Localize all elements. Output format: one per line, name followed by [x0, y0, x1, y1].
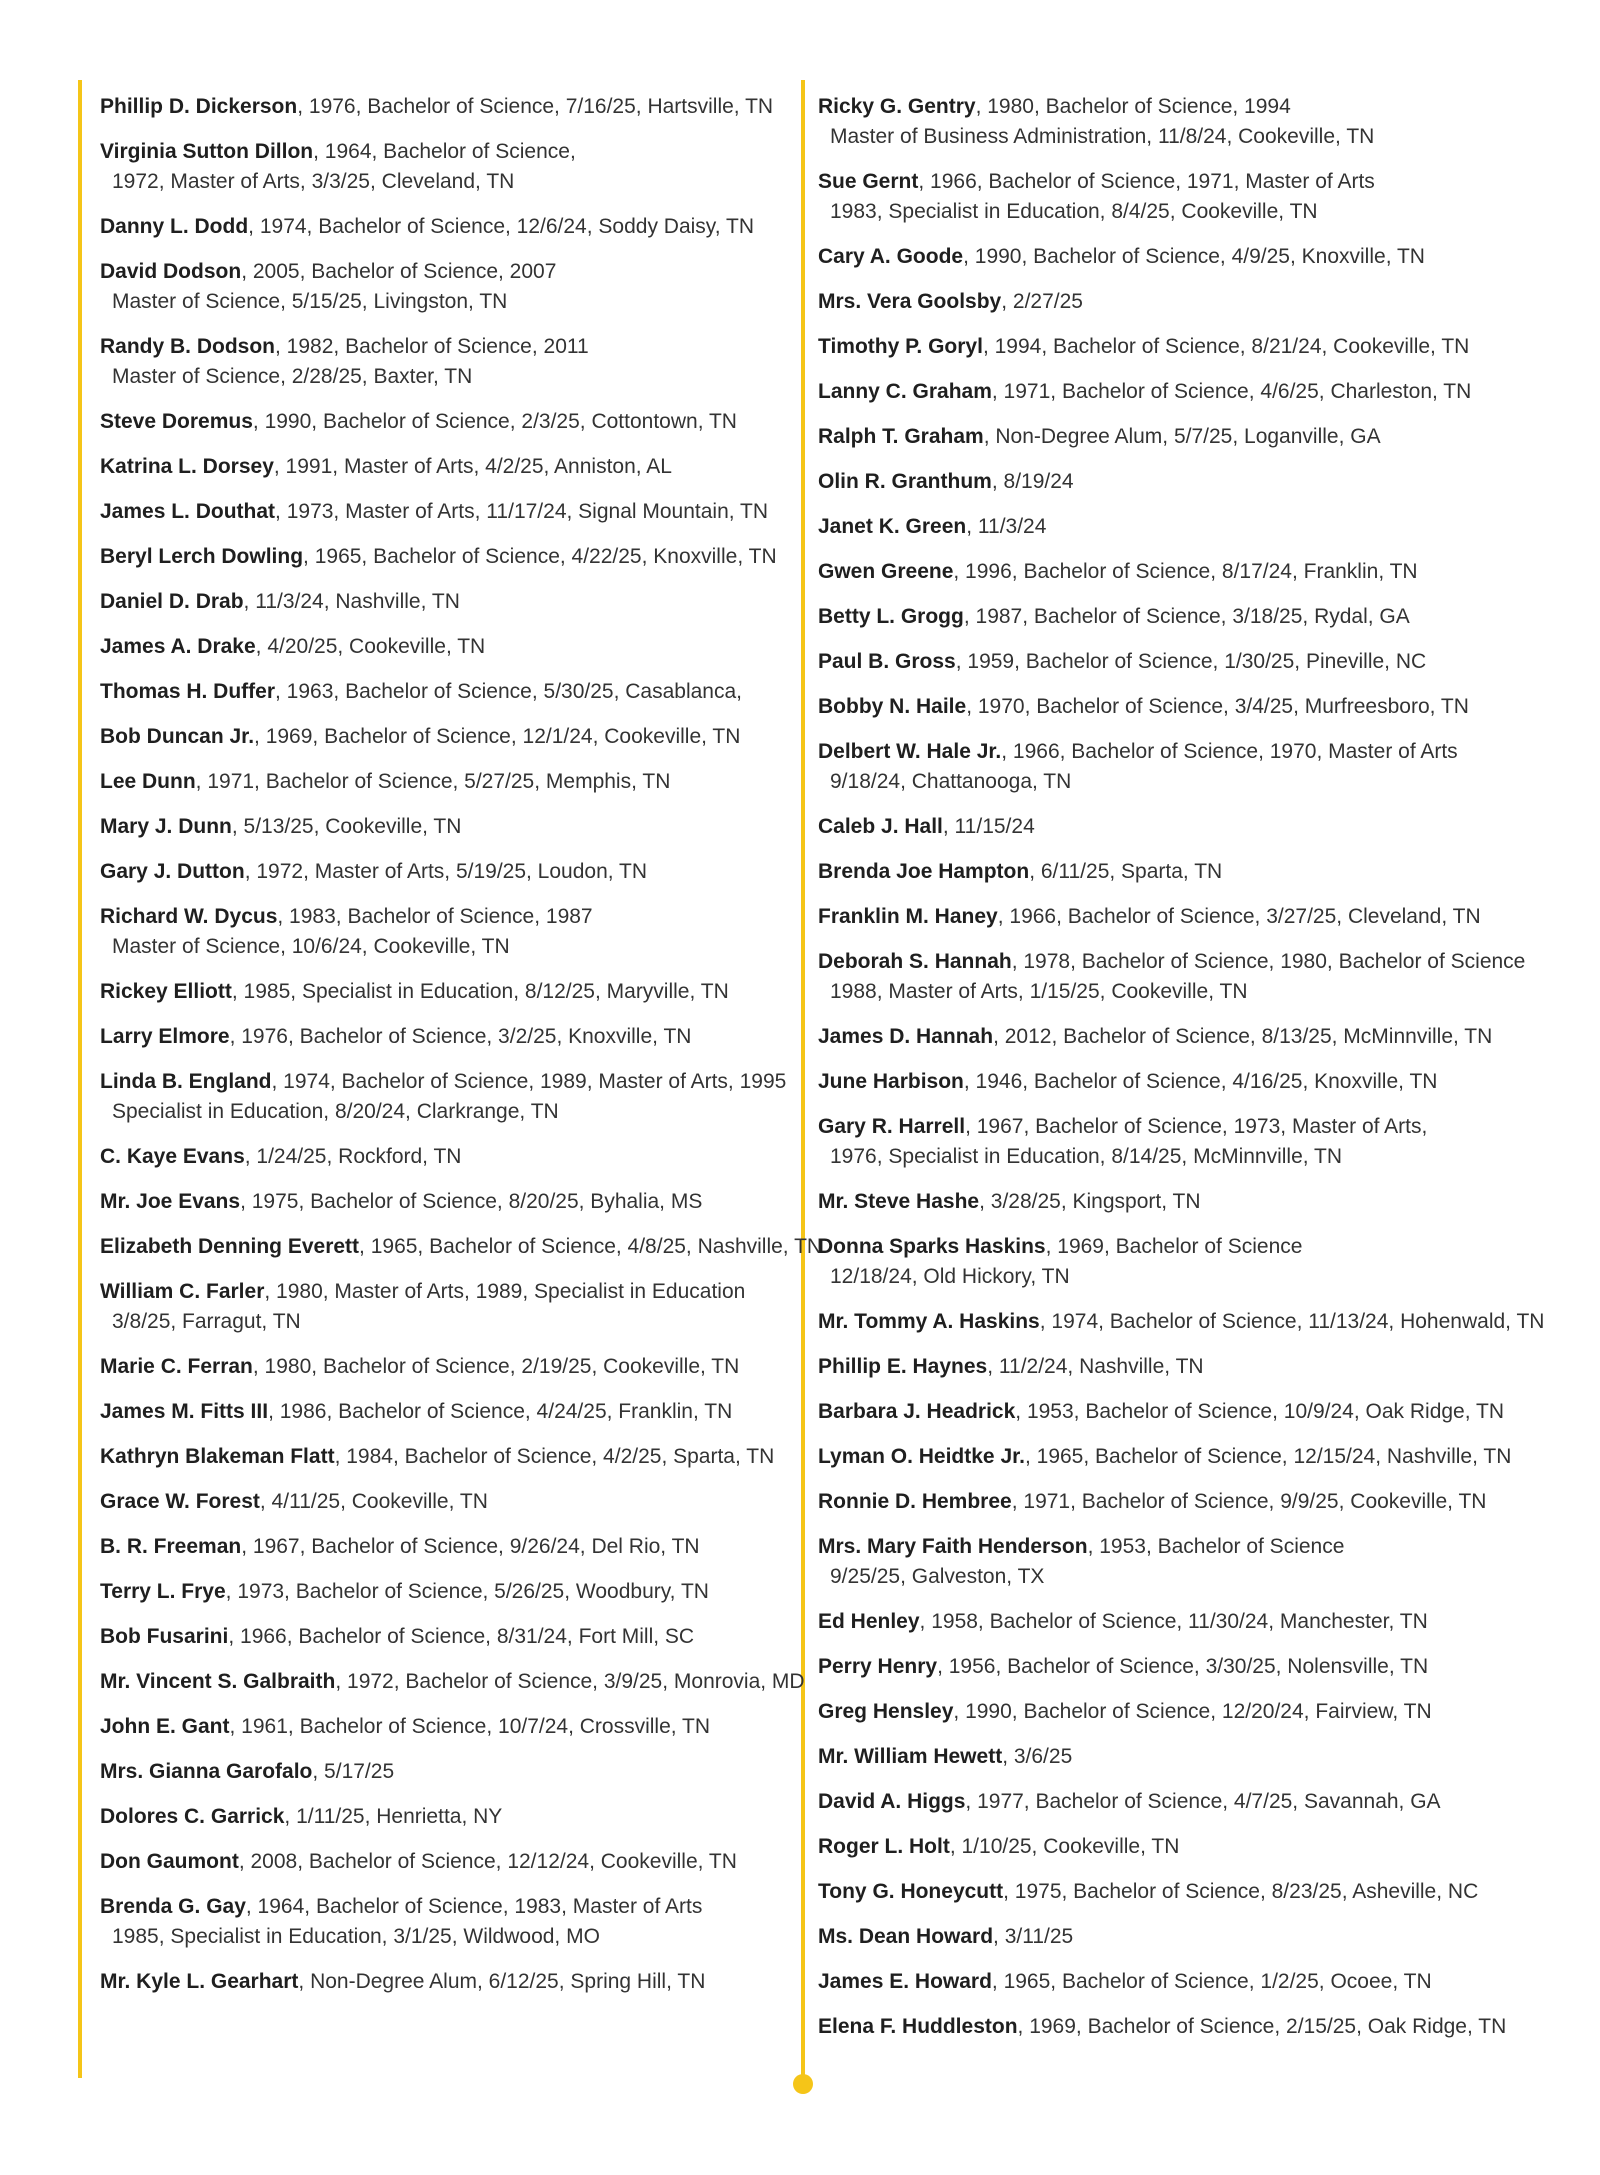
entry-details: , 1975, Bachelor of Science, 8/23/25, Asheville, NC	[1003, 1880, 1479, 1903]
entry-details: , 1974, Bachelor of Science, 1989, Master of Arts, 1995	[271, 1070, 787, 1093]
memorial-entry	[818, 1967, 1588, 1997]
memorial-entry	[818, 1067, 1588, 1097]
entry-name: Delbert W. Hale Jr.	[818, 740, 1002, 763]
entry-name: Bob Fusarini	[100, 1625, 229, 1648]
entry-details: , 1965, Bachelor of Science, 1/2/25, Ocoee, TN	[991, 1970, 1432, 1993]
memorial-entry	[818, 422, 1588, 452]
memorial-entry	[818, 1697, 1588, 1727]
memorial-entry	[100, 1667, 805, 1697]
memorial-entry	[100, 1532, 790, 1562]
memorial-entry	[100, 977, 790, 1007]
entry-details: , 1980, Bachelor of Science, 2/19/25, Cookeville, TN	[252, 1355, 740, 1378]
memorial-entry	[100, 542, 790, 572]
entry-details: , 1969, Bachelor of Science, 12/1/24, Cookeville, TN	[254, 725, 741, 748]
entry-name: Richard W. Dycus	[100, 905, 278, 928]
entry-details-continued: 1976, Specialist in Education, 8/14/25, McMinnville, TN	[830, 1145, 1343, 1168]
entry-details: , 1983, Bachelor of Science, 1987	[277, 905, 593, 928]
entry-details: , 1987, Bachelor of Science, 3/18/25, Rydal, GA	[963, 605, 1410, 628]
entry-details: , Non-Degree Alum, 6/12/25, Spring Hill, TN	[298, 1970, 706, 1993]
entry-details-continued: Master of Business Administration, 11/8/24, Cookeville, TN	[830, 125, 1375, 148]
entry-name: James E. Howard	[818, 1970, 992, 1993]
entry-details: , 11/2/24, Nashville, TN	[987, 1355, 1204, 1378]
entry-details: , 1/24/25, Rockford, TN	[244, 1145, 462, 1168]
entry-name: David Dodson	[100, 260, 242, 283]
memorial-entry	[818, 1922, 1588, 1952]
entry-details: , 3/11/25	[993, 1925, 1074, 1948]
entry-details-continued: Specialist in Education, 8/20/24, Clarkrange, TN	[112, 1100, 559, 1123]
entry-name: Bob Duncan Jr.	[100, 725, 255, 748]
entry-name: Barbara J. Headrick	[818, 1400, 1016, 1423]
entry-details: , 1965, Bachelor of Science, 12/15/24, Nashville, TN	[1024, 1445, 1512, 1468]
memorial-entry	[100, 1622, 790, 1652]
entry-details: , 1946, Bachelor of Science, 4/16/25, Knoxville, TN	[963, 1070, 1438, 1093]
entry-name: Grace W. Forest	[100, 1490, 260, 1513]
entry-details: , 1976, Bachelor of Science, 3/2/25, Knoxville, TN	[229, 1025, 692, 1048]
entry-name: Betty L. Grogg	[818, 605, 964, 628]
entry-name: Mrs. Gianna Garofalo	[100, 1760, 313, 1783]
entry-name: Thomas H. Duffer	[100, 680, 276, 703]
memorial-entry	[100, 452, 790, 482]
entry-details-continued: 12/18/24, Old Hickory, TN	[830, 1265, 1070, 1288]
memorial-entry	[818, 1187, 1588, 1217]
entry-details: , 5/13/25, Cookeville, TN	[231, 815, 462, 838]
entry-details: , 1971, Bachelor of Science, 4/6/25, Charleston, TN	[991, 380, 1472, 403]
entry-name: Phillip D. Dickerson	[100, 95, 298, 118]
memorial-entry	[818, 1307, 1588, 1337]
memorial-entry	[818, 332, 1588, 362]
entry-name: Brenda G. Gay	[100, 1895, 246, 1918]
memorial-entry	[818, 2012, 1588, 2042]
entry-details: , 1965, Bachelor of Science, 4/22/25, Knoxville, TN	[303, 545, 777, 568]
entry-details: , 1963, Bachelor of Science, 5/30/25, Casablanca,	[275, 680, 742, 703]
memorial-entry	[100, 1892, 790, 1952]
entry-name: Ricky G. Gentry	[818, 95, 976, 118]
memorial-entry	[100, 1187, 790, 1217]
entry-name: Kathryn Blakeman Flatt	[100, 1445, 335, 1468]
entry-details: , 2005, Bachelor of Science, 2007	[241, 260, 557, 283]
entry-details-continued: Master of Science, 2/28/25, Baxter, TN	[112, 365, 473, 388]
memorial-entry	[100, 1712, 790, 1742]
entry-details: , 1966, Bachelor of Science, 1971, Master of Arts	[918, 170, 1375, 193]
entry-details: , 5/17/25	[312, 1760, 395, 1783]
entry-details: , 8/19/24	[991, 470, 1074, 493]
memorial-entry	[100, 212, 790, 242]
entry-name: Gwen Greene	[818, 560, 954, 583]
memorial-entry	[100, 632, 790, 662]
entry-details: , 1990, Bachelor of Science, 4/9/25, Knoxville, TN	[963, 245, 1425, 268]
memorial-entry	[100, 857, 790, 887]
entry-name: James D. Hannah	[818, 1025, 994, 1048]
memorial-entry	[100, 677, 790, 707]
entry-name: Donna Sparks Haskins	[818, 1235, 1046, 1258]
entry-name: Ms. Dean Howard	[818, 1925, 994, 1948]
memorial-entry	[818, 692, 1588, 722]
memorial-entry	[100, 1067, 790, 1127]
memorial-entry	[818, 812, 1588, 842]
left-column	[100, 92, 823, 2012]
memorial-entry	[818, 902, 1588, 932]
memorial-entry	[818, 1232, 1588, 1292]
entry-details: , 1985, Specialist in Education, 8/12/25, Maryville, TN	[231, 980, 729, 1003]
entry-name: Mr. Tommy A. Haskins	[818, 1310, 1040, 1333]
entry-name: Linda B. England	[100, 1070, 272, 1093]
entry-name: Rickey Elliott	[100, 980, 232, 1003]
entry-details: , 1974, Bachelor of Science, 12/6/24, Soddy Daisy, TN	[248, 215, 755, 238]
entry-details: , 11/15/24	[942, 815, 1035, 838]
entry-details-continued: 1985, Specialist in Education, 3/1/25, Wildwood, MO	[112, 1925, 600, 1948]
entry-details: , 1969, Bachelor of Science	[1045, 1235, 1303, 1258]
entry-details: , 3/28/25, Kingsport, TN	[979, 1190, 1201, 1213]
entry-details: , 1971, Bachelor of Science, 5/27/25, Memphis, TN	[195, 770, 671, 793]
entry-details-continued: 3/8/25, Farragut, TN	[112, 1310, 301, 1333]
entry-details: , 1959, Bachelor of Science, 1/30/25, Pineville, NC	[955, 650, 1427, 673]
memorial-entry	[818, 512, 1588, 542]
entry-details: , 1972, Master of Arts, 5/19/25, Loudon, TN	[244, 860, 648, 883]
entry-name: Gary R. Harrell	[818, 1115, 966, 1138]
entry-details: , 1966, Bachelor of Science, 8/31/24, Fort Mill, SC	[228, 1625, 695, 1648]
entry-details: , 1956, Bachelor of Science, 3/30/25, Nolensville, TN	[937, 1655, 1429, 1678]
entry-details: , 4/11/25, Cookeville, TN	[259, 1490, 488, 1513]
memorial-entry	[818, 377, 1588, 407]
entry-details-continued: 1988, Master of Arts, 1/15/25, Cookeville, TN	[830, 980, 1248, 1003]
memorial-entry	[818, 1532, 1588, 1592]
entry-details: , 1965, Bachelor of Science, 4/8/25, Nashville, TN	[359, 1235, 823, 1258]
memorial-entry	[818, 242, 1588, 272]
entry-name: B. R. Freeman	[100, 1535, 242, 1558]
entry-name: Timothy P. Goryl	[818, 335, 983, 358]
entry-details: , 1/11/25, Henrietta, NY	[284, 1805, 503, 1828]
entry-name: Tony G. Honeycutt	[818, 1880, 1004, 1903]
entry-name: Cary A. Goode	[818, 245, 964, 268]
entry-name: Brenda Joe Hampton	[818, 860, 1030, 883]
memorial-entry	[100, 1397, 790, 1427]
entry-name: John E. Gant	[100, 1715, 230, 1738]
entry-name: Roger L. Holt	[818, 1835, 950, 1858]
entry-details: , 1978, Bachelor of Science, 1980, Bachelor of Science	[1011, 950, 1526, 973]
entry-details: , 1986, Bachelor of Science, 4/24/25, Franklin, TN	[268, 1400, 733, 1423]
memorial-entry	[818, 1787, 1588, 1817]
entry-details: , 1970, Bachelor of Science, 3/4/25, Murfreesboro, TN	[966, 695, 1469, 718]
entry-name: James A. Drake	[100, 635, 256, 658]
entry-name: Caleb J. Hall	[818, 815, 943, 838]
memorial-entry	[818, 1877, 1588, 1907]
memorial-entry	[818, 1607, 1588, 1637]
memorial-entry	[100, 497, 790, 527]
entry-name: Dolores C. Garrick	[100, 1805, 285, 1828]
entry-details-continued: 1983, Specialist in Education, 8/4/25, Cookeville, TN	[830, 200, 1318, 223]
entry-name: Olin R. Granthum	[818, 470, 992, 493]
memorial-entry	[818, 467, 1588, 497]
entry-details: , 1966, Bachelor of Science, 1970, Master of Arts	[1001, 740, 1458, 763]
entry-details: , 1972, Bachelor of Science, 3/9/25, Monrovia, MD	[335, 1670, 805, 1693]
entry-details: , 1953, Bachelor of Science, 10/9/24, Oak Ridge, TN	[1015, 1400, 1505, 1423]
entry-details: , 1980, Bachelor of Science, 1994	[975, 95, 1291, 118]
entry-details: , 1973, Master of Arts, 11/17/24, Signal Mountain, TN	[275, 500, 769, 523]
entry-details: , 1964, Bachelor of Science, 1983, Master of Arts	[245, 1895, 703, 1918]
entry-name: Terry L. Frye	[100, 1580, 226, 1603]
entry-details: , 1/10/25, Cookeville, TN	[949, 1835, 1180, 1858]
entry-details-continued: Master of Science, 10/6/24, Cookeville, TN	[112, 935, 510, 958]
memorial-entry	[100, 1577, 790, 1607]
entry-name: James L. Douthat	[100, 500, 276, 523]
entry-name: Randy B. Dodson	[100, 335, 276, 358]
entry-details-continued: 9/18/24, Chattanooga, TN	[830, 770, 1072, 793]
memorial-entry	[100, 257, 790, 317]
memorial-entry	[818, 1742, 1588, 1772]
memorial-entry	[818, 1832, 1588, 1862]
memorial-entry	[100, 1232, 823, 1262]
entry-name: Ronnie D. Hembree	[818, 1490, 1012, 1513]
left-accent-rule	[78, 80, 82, 2078]
entry-details: , 1971, Bachelor of Science, 9/9/25, Cookeville, TN	[1011, 1490, 1487, 1513]
entry-details: , Non-Degree Alum, 5/7/25, Loganville, GA	[983, 425, 1381, 448]
memorial-entry	[818, 1652, 1588, 1682]
entry-name: William C. Farler	[100, 1280, 265, 1303]
entry-details-continued: 9/25/25, Galveston, TX	[830, 1565, 1045, 1588]
entry-details-continued: Master of Science, 5/15/25, Livingston, TN	[112, 290, 508, 313]
memorial-entry	[818, 557, 1588, 587]
memorial-entry	[818, 947, 1588, 1007]
entry-name: Greg Hensley	[818, 1700, 954, 1723]
entry-name: Lanny C. Graham	[818, 380, 992, 403]
entry-name: Paul B. Gross	[818, 650, 956, 673]
entry-details: , 11/3/24, Nashville, TN	[243, 590, 460, 613]
entry-name: Lyman O. Heidtke Jr.	[818, 1445, 1025, 1468]
memorial-entry	[818, 92, 1588, 152]
entry-details: , 3/6/25	[1002, 1745, 1073, 1768]
entry-name: Marie C. Ferran	[100, 1355, 253, 1378]
memorial-entry	[818, 737, 1588, 797]
entry-name: Elena F. Huddleston	[818, 2015, 1018, 2038]
entry-details: , 1990, Bachelor of Science, 12/20/24, Fairview, TN	[953, 1700, 1432, 1723]
entry-details: , 1974, Bachelor of Science, 11/13/24, Hohenwald, TN	[1039, 1310, 1545, 1333]
entry-details: , 1973, Bachelor of Science, 5/26/25, Woodbury, TN	[225, 1580, 709, 1603]
entry-details: , 1969, Bachelor of Science, 2/15/25, Oak Ridge, TN	[1017, 2015, 1507, 2038]
memorial-entry	[818, 167, 1588, 227]
memorial-entry	[818, 1352, 1588, 1382]
entry-name: Ralph T. Graham	[818, 425, 984, 448]
entry-name: Daniel D. Drab	[100, 590, 244, 613]
memorial-entry	[100, 1022, 790, 1052]
entry-name: Mrs. Vera Goolsby	[818, 290, 1002, 313]
memorial-entry	[818, 1022, 1588, 1052]
entry-details: , 1975, Bachelor of Science, 8/20/25, Byhalia, MS	[240, 1190, 703, 1213]
entry-details: , 2/27/25	[1001, 290, 1083, 313]
entry-name: June Harbison	[818, 1070, 964, 1093]
entry-name: Deborah S. Hannah	[818, 950, 1012, 973]
entry-name: Larry Elmore	[100, 1025, 230, 1048]
memorial-entry	[818, 602, 1588, 632]
entry-name: James M. Fitts III	[100, 1400, 269, 1423]
memorial-entry	[100, 92, 790, 122]
entry-name: Don Gaumont	[100, 1850, 239, 1873]
memorial-entry	[818, 647, 1588, 677]
entry-name: Mary J. Dunn	[100, 815, 232, 838]
accent-dot	[793, 2074, 813, 2094]
entry-name: Sue Gernt	[818, 170, 919, 193]
entry-details-continued: 1972, Master of Arts, 3/3/25, Cleveland, TN	[112, 170, 515, 193]
entry-details: , 1980, Master of Arts, 1989, Specialist in Education	[264, 1280, 746, 1303]
entry-name: Franklin M. Haney	[818, 905, 998, 928]
entry-details: , 1967, Bachelor of Science, 9/26/24, Del Rio, TN	[241, 1535, 700, 1558]
memorial-entry	[100, 332, 790, 392]
entry-details: , 1967, Bachelor of Science, 1973, Master of Arts,	[965, 1115, 1428, 1138]
entry-details: , 1984, Bachelor of Science, 4/2/25, Sparta, TN	[334, 1445, 775, 1468]
entry-details: , 1990, Bachelor of Science, 2/3/25, Cottontown, TN	[252, 410, 737, 433]
entry-name: Perry Henry	[818, 1655, 938, 1678]
entry-details: , 1966, Bachelor of Science, 3/27/25, Cleveland, TN	[997, 905, 1481, 928]
entry-name: Bobby N. Haile	[818, 695, 967, 718]
center-accent-rule	[801, 80, 805, 2078]
entry-name: Steve Doremus	[100, 410, 253, 433]
memorial-entry	[100, 722, 790, 752]
entry-details: , 2012, Bachelor of Science, 8/13/25, McMinnville, TN	[993, 1025, 1493, 1048]
memorial-entry	[100, 407, 790, 437]
entry-details: , 1958, Bachelor of Science, 11/30/24, Manchester, TN	[919, 1610, 1428, 1633]
memorial-entry	[100, 812, 790, 842]
entry-details: , 1994, Bachelor of Science, 8/21/24, Cookeville, TN	[982, 335, 1470, 358]
entry-details: , 11/3/24	[966, 515, 1047, 538]
entry-details: , 4/20/25, Cookeville, TN	[255, 635, 486, 658]
memorial-entry	[100, 1277, 790, 1337]
memorial-entry	[100, 137, 790, 197]
memorial-entry	[100, 1352, 790, 1382]
memorial-entry	[818, 1397, 1588, 1427]
memorial-entry	[100, 1802, 790, 1832]
memorial-entry	[100, 587, 790, 617]
entry-name: Danny L. Dodd	[100, 215, 249, 238]
entry-name: Mr. Vincent S. Galbraith	[100, 1670, 336, 1693]
memorial-entry	[818, 1442, 1588, 1472]
memorial-entry	[100, 1757, 790, 1787]
entry-details: , 1964, Bachelor of Science,	[313, 140, 576, 163]
entry-name: Katrina L. Dorsey	[100, 455, 274, 478]
memorial-entry	[818, 857, 1588, 887]
memorial-entry	[100, 1442, 790, 1472]
memorial-entry	[818, 287, 1588, 317]
entry-name: Mrs. Mary Faith Henderson	[818, 1535, 1088, 1558]
entry-details: , 1996, Bachelor of Science, 8/17/24, Franklin, TN	[953, 560, 1418, 583]
memorial-entry	[100, 902, 790, 962]
entry-name: Janet K. Green	[818, 515, 967, 538]
entry-details: , 1991, Master of Arts, 4/2/25, Anniston, AL	[273, 455, 672, 478]
entry-name: Lee Dunn	[100, 770, 196, 793]
entry-details: , 6/11/25, Sparta, TN	[1029, 860, 1223, 883]
memorial-entry	[818, 1112, 1588, 1172]
memorial-entry	[100, 767, 790, 797]
memorial-entry	[100, 1847, 790, 1877]
entry-name: Mr. Kyle L. Gearhart	[100, 1970, 299, 1993]
entry-name: Mr. Steve Hashe	[818, 1190, 980, 1213]
entry-details: , 2008, Bachelor of Science, 12/12/24, Cookeville, TN	[238, 1850, 737, 1873]
entry-details: , 1977, Bachelor of Science, 4/7/25, Savannah, GA	[965, 1790, 1441, 1813]
entry-name: Phillip E. Haynes	[818, 1355, 988, 1378]
memorial-entry	[100, 1967, 790, 1997]
memorial-entry	[818, 1487, 1588, 1517]
entry-name: Virginia Sutton Dillon	[100, 140, 314, 163]
memorial-entry	[100, 1487, 790, 1517]
memorial-entry	[100, 1142, 790, 1172]
right-column	[818, 92, 1588, 2057]
entry-details: , 1953, Bachelor of Science	[1087, 1535, 1345, 1558]
entry-name: Mr. William Hewett	[818, 1745, 1003, 1768]
entry-details: , 1976, Bachelor of Science, 7/16/25, Hartsville, TN	[297, 95, 774, 118]
entry-name: Beryl Lerch Dowling	[100, 545, 304, 568]
entry-name: David A. Higgs	[818, 1790, 966, 1813]
entry-name: Elizabeth Denning Everett	[100, 1235, 360, 1258]
entry-details: , 1982, Bachelor of Science, 2011	[275, 335, 589, 358]
entry-name: Mr. Joe Evans	[100, 1190, 241, 1213]
entry-name: Gary J. Dutton	[100, 860, 245, 883]
entry-name: Ed Henley	[818, 1610, 920, 1633]
entry-name: C. Kaye Evans	[100, 1145, 245, 1168]
entry-details: , 1961, Bachelor of Science, 10/7/24, Crossville, TN	[229, 1715, 711, 1738]
